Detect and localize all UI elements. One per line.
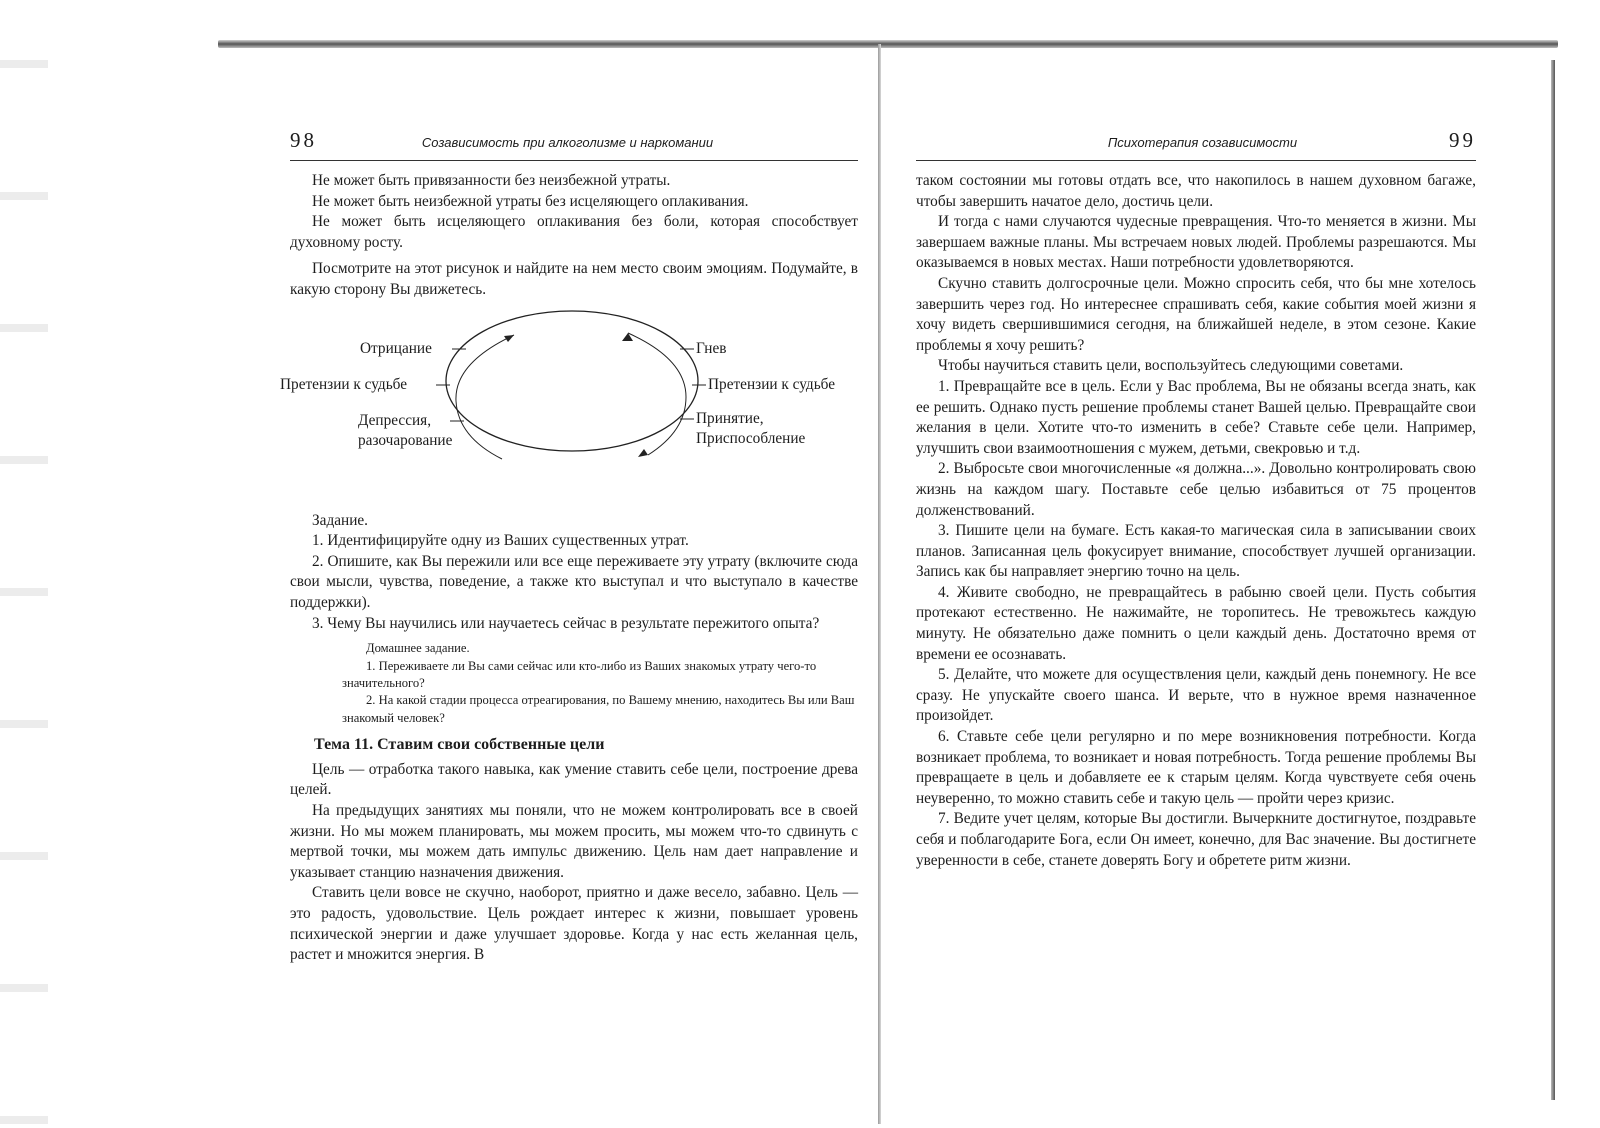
book-spine bbox=[878, 44, 881, 1124]
cycle-ellipse bbox=[446, 311, 698, 451]
label-depressiya: Депрессия, bbox=[358, 411, 432, 429]
task-item-2: 2. Опишите, как Вы пережили или все еще переживаете эту утрату (включите сюда свои мысли, чувства, поведение, а также кто выступал и что выступало в качестве поддержки). bbox=[290, 552, 858, 611]
right-paragraph-3: Скучно ставить долгосрочные цели. Можно спросить себя, что бы мне хотелось завершить через год. Но интереснее спрашивать себя, какие события моей жизни я хочу видеть свершившимися сегодня, на ближайшей неделе, в этом сезоне. Какие проблемы я хочу решить? bbox=[916, 274, 1476, 354]
label-razocharovanie: разочарование bbox=[358, 431, 453, 449]
homework-item-2: 2. На какой стадии процесса отреагирования, по Вашему мнению, находитесь Вы или Ваш знакомый человек? bbox=[342, 693, 855, 725]
scan-margin-noise bbox=[0, 0, 48, 1128]
task-item-3: 3. Чему Вы научились или научаетесь сейчас в результате пережитого опыта? bbox=[312, 614, 820, 632]
right-running-title: Психотерапия созависимости bbox=[1107, 135, 1298, 150]
right-page bbox=[916, 128, 1476, 871]
task-heading: Задание. bbox=[312, 511, 369, 529]
label-pretenzii-right: Претензии к судьбе bbox=[708, 375, 836, 393]
advice-2: 2. Выбросьте свои многочисленные «я должна...». Довольно контролировать свою жизнь на каждом шагу. Поставьте себе целью избавиться от 75 процентов долженствований. bbox=[916, 460, 1476, 519]
advice-4: 4. Живите свободно, не превращайтесь в рабыню своей цели. Пусть события протекают естественно. Не нажимайте, не торопитесь. Не тревожьтесь каждую минуту. Не обязательно даже помнить о цели каждый день. Достаточно время от времени ее осознавать. bbox=[916, 583, 1476, 663]
left-running-head bbox=[290, 128, 858, 161]
book-right-edge bbox=[1551, 60, 1555, 1100]
label-gnev: Гнев bbox=[696, 339, 727, 357]
label-prisposoblenie: Приспособление bbox=[696, 429, 806, 447]
intro-line-2: Не может быть неизбежной утраты без исцеляющего оплакивания. bbox=[312, 192, 749, 210]
right-paragraph-1: таком состоянии мы готовы отдать все, что накопилось в нашем духовном багаже, чтобы завершить начатое дело, достичь цели. bbox=[916, 172, 1476, 210]
topic-title: Тема 11. Ставим свои собственные цели bbox=[314, 736, 605, 754]
right-running-head bbox=[916, 128, 1476, 161]
right-paragraph-4: Чтобы научиться ставить цели, воспользуйтесь следующими советами. bbox=[938, 357, 1404, 375]
left-body bbox=[280, 171, 858, 966]
advice-7: 7. Ведите учет целям, которые Вы достигли. Вычеркните достигнутое, поздравьте себя и поблагодарите Бога, если Он имеет, конечно, для Вас значение. Вы достигнете уверенности в себе, станете доверять Богу и обретете ритм жизни. bbox=[916, 810, 1476, 869]
advice-6: 6. Ставьте себе цели регулярно и по мере возникновения потребности. Когда возникает проблема, то возникает и новая потребность. Тогда решение проблемы Вы превращаете в цель и добавляете ее к старым целям. Когда чувствуете себя очень неуверенно, то можно ставить себе и такую цель — пройти через кризис. bbox=[916, 728, 1476, 807]
look-paragraph: Посмотрите на этот рисунок и найдите на нем место своим эмоциям. Подумайте, в какую сторону Вы движетесь. bbox=[290, 260, 858, 298]
advice-1: 1. Превращайте все в цель. Если у Вас проблема, Вы не обязаны всегда знать, как ее решить. Однако пусть решение проблемы станет Вашей целью. Превращайте свои желания в цели. Хотите что-то изменить в себе? Ставьте себе цели. Например, улучшить свои взаимоотношения с мужем, детьми, свекровью и т.д. bbox=[916, 377, 1476, 457]
arrow-top-left bbox=[504, 335, 514, 342]
intro-line-3: Не может быть исцеляющего оплакивания без боли, которая способствует духовному росту. bbox=[290, 213, 858, 251]
topic-paragraph-2: На предыдущих занятиях мы поняли, что не можем контролировать все в своей жизни. Но мы можем планировать, мы можем просить, мы можем что-то сдвинуть с мертвой точки, мы можем дать импульс движению. Цель нам дает направление и указывает станцию назначения движения. bbox=[290, 801, 858, 881]
homework-heading: Домашнее задание. bbox=[366, 641, 470, 656]
topic-paragraph-1: Цель — отработка такого навыка, как умение ставить себе цели, построение древа целей. bbox=[290, 760, 858, 799]
arrow-bottom-right bbox=[638, 449, 648, 457]
book-top-edge bbox=[218, 40, 1558, 48]
cycle-inner-arc-right bbox=[628, 333, 686, 455]
advice-3: 3. Пишите цели на бумаге. Есть какая-то магическая сила в записывании своих планов. Записанная цель фокусирует внимание, способствует лучшей организации. Запись как бы направляет энергию точно на цель. bbox=[916, 522, 1476, 581]
right-paragraph-2: И тогда с нами случаются чудесные превращения. Что-то меняется в жизни. Мы завершаем важные планы. Мы встречаем новых людей. Проблемы разрешаются. Мы оказываемся в новых местах. Наши потребности удовлетворяются. bbox=[916, 213, 1476, 272]
right-body bbox=[916, 171, 1476, 871]
homework-block bbox=[342, 640, 858, 727]
label-pretenzii-left: Претензии к судьбе bbox=[280, 375, 408, 393]
homework-item-1: 1. Переживаете ли Вы сами сейчас или кто-либо из Ваших знакомых утрату чего-то значительного? bbox=[342, 658, 817, 690]
intro-line-1: Не может быть привязанности без неизбежной утраты. bbox=[312, 172, 671, 189]
advice-5: 5. Делайте, что можете для осуществления цели, каждый день понемногу. Не все сразу. Не упускайте своего шанса. И верьте, что в нужное время назначенное произойдет. bbox=[916, 666, 1476, 725]
left-running-title: Созависимость при алкоголизме и наркомании bbox=[421, 135, 714, 150]
task-item-1: 1. Идентифицируйте одну из Ваших существенных утрат. bbox=[312, 532, 689, 550]
label-prinyatie: Принятие, bbox=[696, 409, 764, 427]
left-page-number: 98 bbox=[290, 128, 317, 152]
topic-paragraph-3: Ставить цели вовсе не скучно, наоборот, приятно и даже весело, забавно. Цель — это радость, удовольствие. Цель рождает интерес к жизни, повышает уровень психической энергии и даже улучшает здоровье. Когда у нас есть желанная цель, растет и множится энергия. В bbox=[290, 884, 858, 964]
label-otricanie: Отрицание bbox=[360, 339, 432, 357]
right-page-number: 99 bbox=[1449, 128, 1476, 152]
left-page bbox=[280, 128, 858, 966]
grief-cycle-diagram bbox=[276, 309, 866, 505]
